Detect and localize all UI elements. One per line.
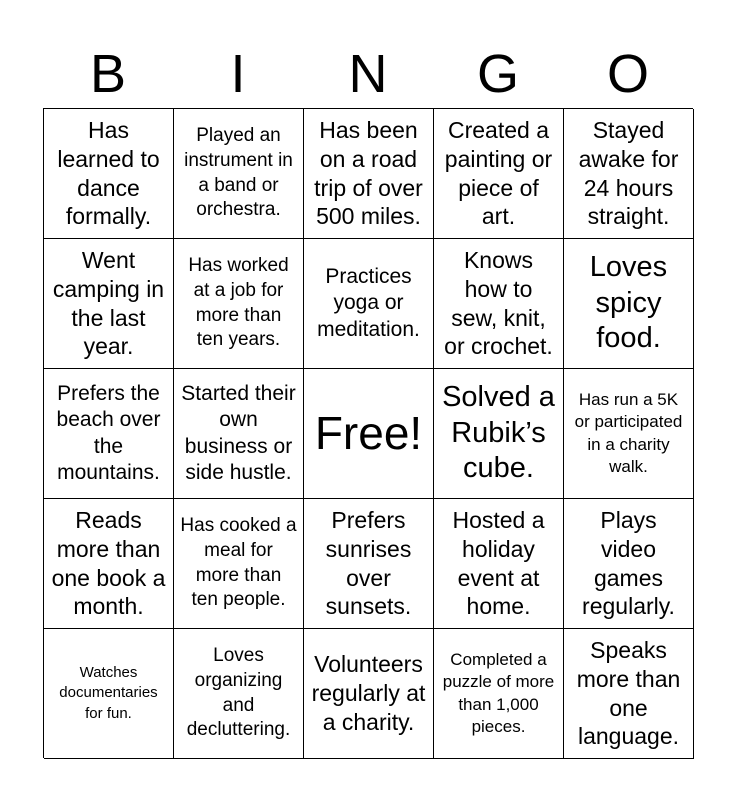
bingo-header bbox=[43, 40, 693, 108]
cell-text: Plays video games regularly. bbox=[582, 507, 675, 620]
cell-text: Has cooked a meal for more than ten people. bbox=[180, 515, 297, 611]
cell-text: Has worked at a job for more than ten years. bbox=[188, 255, 289, 351]
cell-text: Hosted a holiday event at home. bbox=[452, 507, 545, 620]
bingo-cell[interactable] bbox=[304, 109, 434, 239]
cell-text: Prefers sunrises over sunsets. bbox=[325, 507, 412, 620]
cell-text: Prefers the beach over the mountains. bbox=[56, 382, 161, 484]
bingo-cell[interactable] bbox=[44, 109, 174, 239]
bingo-cell[interactable] bbox=[304, 239, 434, 369]
bingo-cell[interactable] bbox=[304, 499, 434, 629]
header-letter-g: G bbox=[476, 44, 519, 104]
cell-text: Started their own business or side hustle. bbox=[181, 382, 296, 484]
cell-text: Has been on a road trip of over 500 miles. bbox=[314, 117, 423, 230]
cell-text: Went camping in the last year. bbox=[52, 247, 165, 360]
bingo-cell[interactable] bbox=[434, 499, 564, 629]
bingo-cell[interactable] bbox=[434, 109, 564, 239]
cell-text: Stayed awake for 24 hours straight. bbox=[578, 117, 679, 230]
bingo-cell[interactable] bbox=[434, 239, 564, 369]
header-letter-o: O bbox=[606, 44, 649, 104]
cell-text: Loves spicy food. bbox=[589, 251, 668, 355]
bingo-grid bbox=[43, 108, 693, 758]
bingo-cell[interactable] bbox=[174, 239, 304, 369]
bingo-cell[interactable] bbox=[304, 629, 434, 759]
cell-text: Created a painting or piece of art. bbox=[444, 117, 553, 230]
cell-text: Has run a 5K or participated in a charity walk. bbox=[574, 389, 683, 476]
header-letter-n: N bbox=[348, 44, 388, 104]
header-letter-i: I bbox=[230, 44, 246, 104]
bingo-cell[interactable] bbox=[564, 239, 694, 369]
bingo-cell[interactable] bbox=[564, 369, 694, 499]
free-space[interactable] bbox=[304, 369, 434, 499]
bingo-cell[interactable] bbox=[174, 499, 304, 629]
bingo-cell[interactable] bbox=[434, 629, 564, 759]
cell-text: Knows how to sew, knit, or crochet. bbox=[444, 247, 553, 360]
cell-text: Solved a Rubik’s cube. bbox=[442, 381, 555, 485]
bingo-cell[interactable] bbox=[44, 239, 174, 369]
bingo-cell[interactable] bbox=[564, 499, 694, 629]
bingo-cell[interactable] bbox=[174, 369, 304, 499]
cell-text: Has learned to dance formally. bbox=[57, 117, 160, 230]
bingo-cell[interactable] bbox=[44, 369, 174, 499]
cell-text: Volunteers regularly at a charity. bbox=[311, 651, 426, 735]
free-space-text: Free! bbox=[314, 407, 423, 460]
bingo-cell[interactable] bbox=[434, 369, 564, 499]
bingo-cell[interactable] bbox=[564, 109, 694, 239]
cell-text: Practices yoga or meditation. bbox=[317, 265, 420, 341]
cell-text: Completed a puzzle of more than 1,000 pieces. bbox=[442, 649, 555, 736]
cell-text: Watches documentaries for fun. bbox=[59, 664, 158, 722]
cell-text: Reads more than one book a month. bbox=[51, 507, 166, 620]
bingo-cell[interactable] bbox=[44, 629, 174, 759]
bingo-cell[interactable] bbox=[174, 109, 304, 239]
bingo-cell[interactable] bbox=[174, 629, 304, 759]
cell-text: Speaks more than one language. bbox=[576, 637, 681, 750]
cell-text: Loves organizing and decluttering. bbox=[186, 645, 291, 741]
header-letter-b: B bbox=[89, 44, 127, 104]
bingo-cell[interactable] bbox=[564, 629, 694, 759]
bingo-cell[interactable] bbox=[44, 499, 174, 629]
cell-text: Played an instrument in a band or orchestra. bbox=[184, 125, 293, 221]
